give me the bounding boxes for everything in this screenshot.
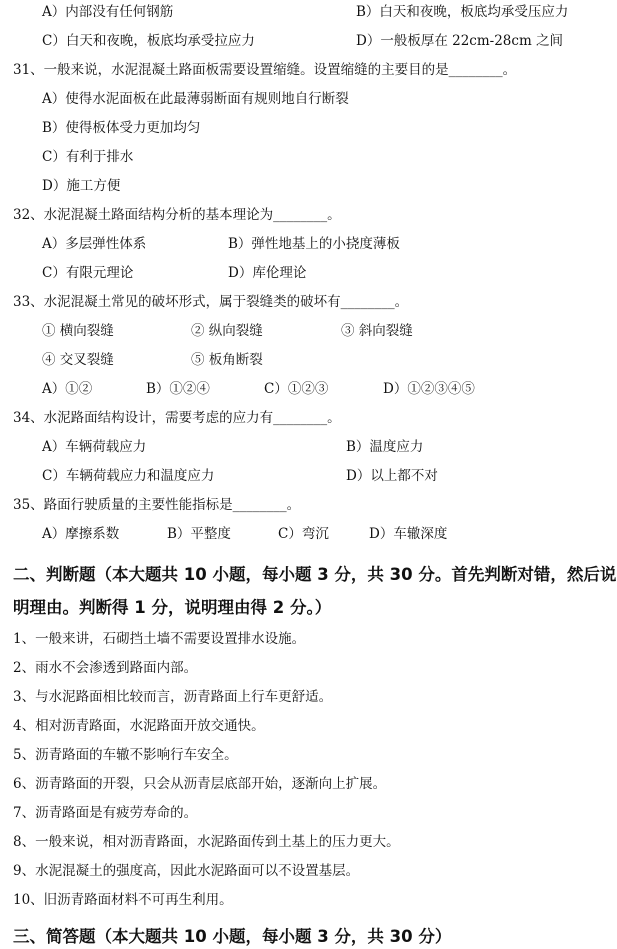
q33-item-1: ① 横向裂缝	[42, 323, 114, 339]
judge-item-10: 10、旧沥青路面材料不可再生利用。	[13, 892, 233, 908]
judge-item-5: 5、沥青路面的车辙不影响行车安全。	[13, 747, 238, 763]
q32-option-a: A）多层弹性体系	[42, 236, 147, 252]
q33-option-b: B）①②④	[146, 381, 210, 397]
q35-stem: 35、路面行驶质量的主要性能指标是________。	[13, 497, 301, 513]
section2-heading: 二、判断题（本大题共 10 小题，每小题 3 分，共 30 分。首先判断对错，然后说	[13, 565, 617, 584]
section3-heading: 三、简答题（本大题共 10 小题，每小题 3 分，共 30 分）	[13, 927, 452, 946]
q33-option-a: A）①②	[42, 381, 93, 397]
q34-option-b: B）温度应力	[346, 439, 424, 455]
q30-option-d: D）一般板厚在 22cm-28cm 之间	[356, 33, 564, 49]
q35-option-a: A）摩擦系数	[42, 526, 120, 542]
q34-option-d: D）以上都不对	[346, 468, 438, 484]
q33-option-d: D）①②③④⑤	[383, 381, 475, 397]
q31-option-b: B）使得板体受力更加均匀	[42, 120, 201, 136]
q33-option-c: C）①②③	[264, 381, 329, 397]
q35-option-d: D）车辙深度	[369, 526, 448, 542]
q35-option-b: B）平整度	[167, 526, 231, 542]
q30-option-b: B）白天和夜晚，板底均承受压应力	[356, 4, 569, 20]
q32-option-d: D）库伦理论	[228, 265, 307, 281]
q34-stem: 34、水泥路面结构设计，需要考虑的应力有________。	[13, 410, 341, 426]
judge-item-2: 2、雨水不会渗透到路面内部。	[13, 660, 198, 676]
judge-item-4: 4、相对沥青路面，水泥路面开放交通快。	[13, 718, 265, 734]
q31-option-a: A）使得水泥面板在此最薄弱断面有规则地自行断裂	[42, 91, 349, 107]
q30-option-c: C）白天和夜晚，板底均承受拉应力	[42, 33, 255, 49]
q33-item-2: ② 纵向裂缝	[191, 323, 263, 339]
q33-item-3: ③ 斜向裂缝	[341, 323, 413, 339]
q32-stem: 32、水泥混凝土路面结构分析的基本理论为________。	[13, 207, 341, 223]
q35-option-c: C）弯沉	[278, 526, 329, 542]
q32-option-b: B）弹性地基上的小挠度薄板	[228, 236, 400, 252]
q34-option-a: A）车辆荷载应力	[42, 439, 147, 455]
judge-item-1: 1、一般来讲，石砌挡土墙不需要设置排水设施。	[13, 631, 306, 647]
q34-option-c: C）车辆荷载应力和温度应力	[42, 468, 215, 484]
q31-stem: 31、一般来说，水泥混凝土路面板需要设置缩缝。设置缩缝的主要目的是________。	[13, 62, 517, 78]
q32-option-c: C）有限元理论	[42, 265, 134, 281]
q33-item-5: ⑤ 板角断裂	[191, 352, 263, 368]
q33-stem: 33、水泥混凝土常见的破坏形式，属于裂缝类的破坏有________。	[13, 294, 409, 310]
judge-item-8: 8、一般来说，相对沥青路面，水泥路面传到土基上的压力更大。	[13, 834, 400, 850]
q31-option-d: D）施工方便	[42, 178, 121, 194]
judge-item-3: 3、与水泥路面相比较而言，沥青路面上行车更舒适。	[13, 689, 333, 705]
judge-item-7: 7、沥青路面是有疲劳寿命的。	[13, 805, 198, 821]
q31-option-c: C）有利于排水	[42, 149, 134, 165]
q33-item-4: ④ 交叉裂缝	[42, 352, 114, 368]
judge-item-9: 9、水泥混凝土的强度高，因此水泥路面可以不设置基层。	[13, 863, 360, 879]
q30-option-a: A）内部没有任何钢筋	[42, 4, 174, 20]
section2-heading-cont: 明理由。判断得 1 分，说明理由得 2 分。）	[13, 598, 332, 617]
judge-item-6: 6、沥青路面的开裂，只会从沥青层底部开始，逐渐向上扩展。	[13, 776, 387, 792]
